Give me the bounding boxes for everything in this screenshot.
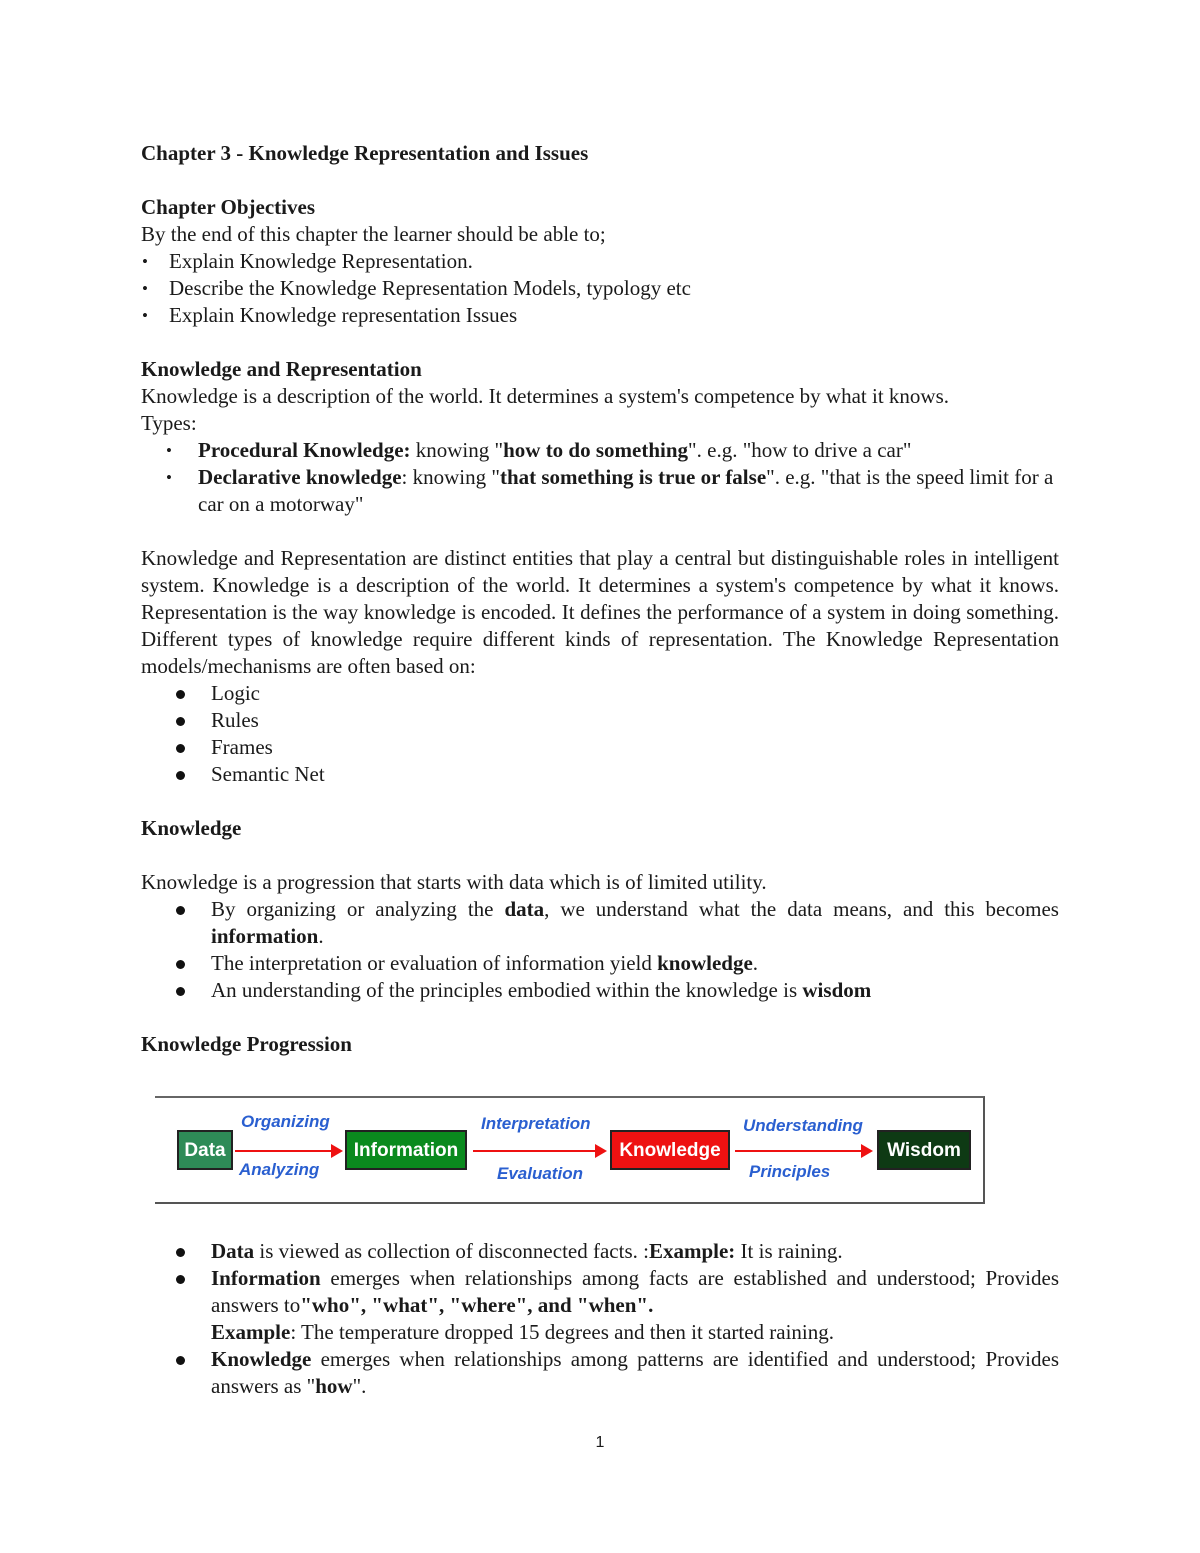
knowledge-heading: Knowledge	[141, 816, 242, 840]
progression-heading: Knowledge Progression	[141, 1032, 352, 1056]
knowledge-progression-diagram	[155, 1096, 985, 1204]
list-item: By organizing or analyzing the data, we understand what the data means, and this becomes information.	[141, 896, 1059, 950]
progression-details	[141, 1238, 1059, 1400]
objectives-heading: Chapter Objectives	[141, 195, 315, 219]
organizing-label: Organizing	[241, 1112, 330, 1131]
list-item: • Describe the Knowledge Representation Models, typology etc	[141, 275, 1059, 302]
understanding-label: Understanding	[743, 1116, 863, 1135]
types-label: Types:	[141, 411, 197, 435]
data-node: Data	[177, 1130, 233, 1170]
list-item: Knowledge emerges when relationships among patterns are identified and understood; Provides answers as "how".	[141, 1346, 1059, 1400]
knowledge-description: Knowledge is a description of the world. It determines a system's competence by what it knows.	[141, 384, 950, 408]
types-list	[141, 437, 1059, 518]
analyzing-label: Analyzing	[239, 1160, 320, 1179]
list-item: Logic	[141, 680, 1059, 707]
principles-label: Principles	[749, 1162, 831, 1181]
wisdom-node: Wisdom	[877, 1130, 971, 1170]
list-item: Frames	[141, 734, 1059, 761]
knowledge-representation-heading: Knowledge and Representation	[141, 357, 422, 381]
representation-paragraph: Knowledge and Representation are distinct entities that play a central but distinguishable roles in intelligent system. Knowledge is a description of the world. It determines a system's competence by what it knows. Representation is the way knowledge is encoded. It defines the performance of a system in doing something. Different types of knowledge require different kinds of representation. The Knowledge Representation models/mechanisms are often based on:	[141, 546, 1059, 678]
list-item: Data is viewed as collection of disconnected facts. :Example: It is raining.	[141, 1238, 1059, 1265]
list-item: The interpretation or evaluation of information yield knowledge.	[141, 950, 1059, 977]
objectives-list	[141, 248, 1059, 329]
document-page	[141, 140, 1059, 1058]
list-item: Rules	[141, 707, 1059, 734]
list-item: An understanding of the principles embodied within the knowledge is wisdom	[141, 977, 1059, 1004]
arrow-icon	[473, 1150, 605, 1152]
arrow-icon	[735, 1150, 871, 1152]
declarative-knowledge-item: • Declarative knowledge: knowing "that something is true or false". e.g. "that is the speed limit for a car on a motorway"	[141, 464, 1059, 518]
arrow-icon	[235, 1150, 341, 1152]
list-item: • Explain Knowledge representation Issues	[141, 302, 1059, 329]
interpretation-label: Interpretation	[481, 1114, 591, 1133]
list-item: Information emerges when relationships among facts are established and understood; Provides answers to"who", "what", "where", and "when". Example: The temperature dropped 15 degrees and then it started raining.	[141, 1265, 1059, 1346]
information-node: Information	[345, 1130, 467, 1170]
list-item: • Explain Knowledge Representation.	[141, 248, 1059, 275]
page-number: 1	[595, 1434, 605, 1451]
progression-list	[141, 1238, 1059, 1400]
chapter-title: Chapter 3 - Knowledge Representation and Issues	[141, 141, 589, 165]
procedural-knowledge-item: • Procedural Knowledge: knowing "how to do something". e.g. "how to drive a car"	[141, 437, 1059, 464]
knowledge-intro: Knowledge is a progression that starts with data which is of limited utility.	[141, 870, 767, 894]
objectives-intro: By the end of this chapter the learner should be able to;	[141, 222, 606, 246]
list-item: Semantic Net	[141, 761, 1059, 788]
models-list	[141, 680, 1059, 788]
knowledge-node: Knowledge	[610, 1130, 730, 1170]
evaluation-label: Evaluation	[497, 1164, 583, 1183]
knowledge-list	[141, 896, 1059, 1004]
